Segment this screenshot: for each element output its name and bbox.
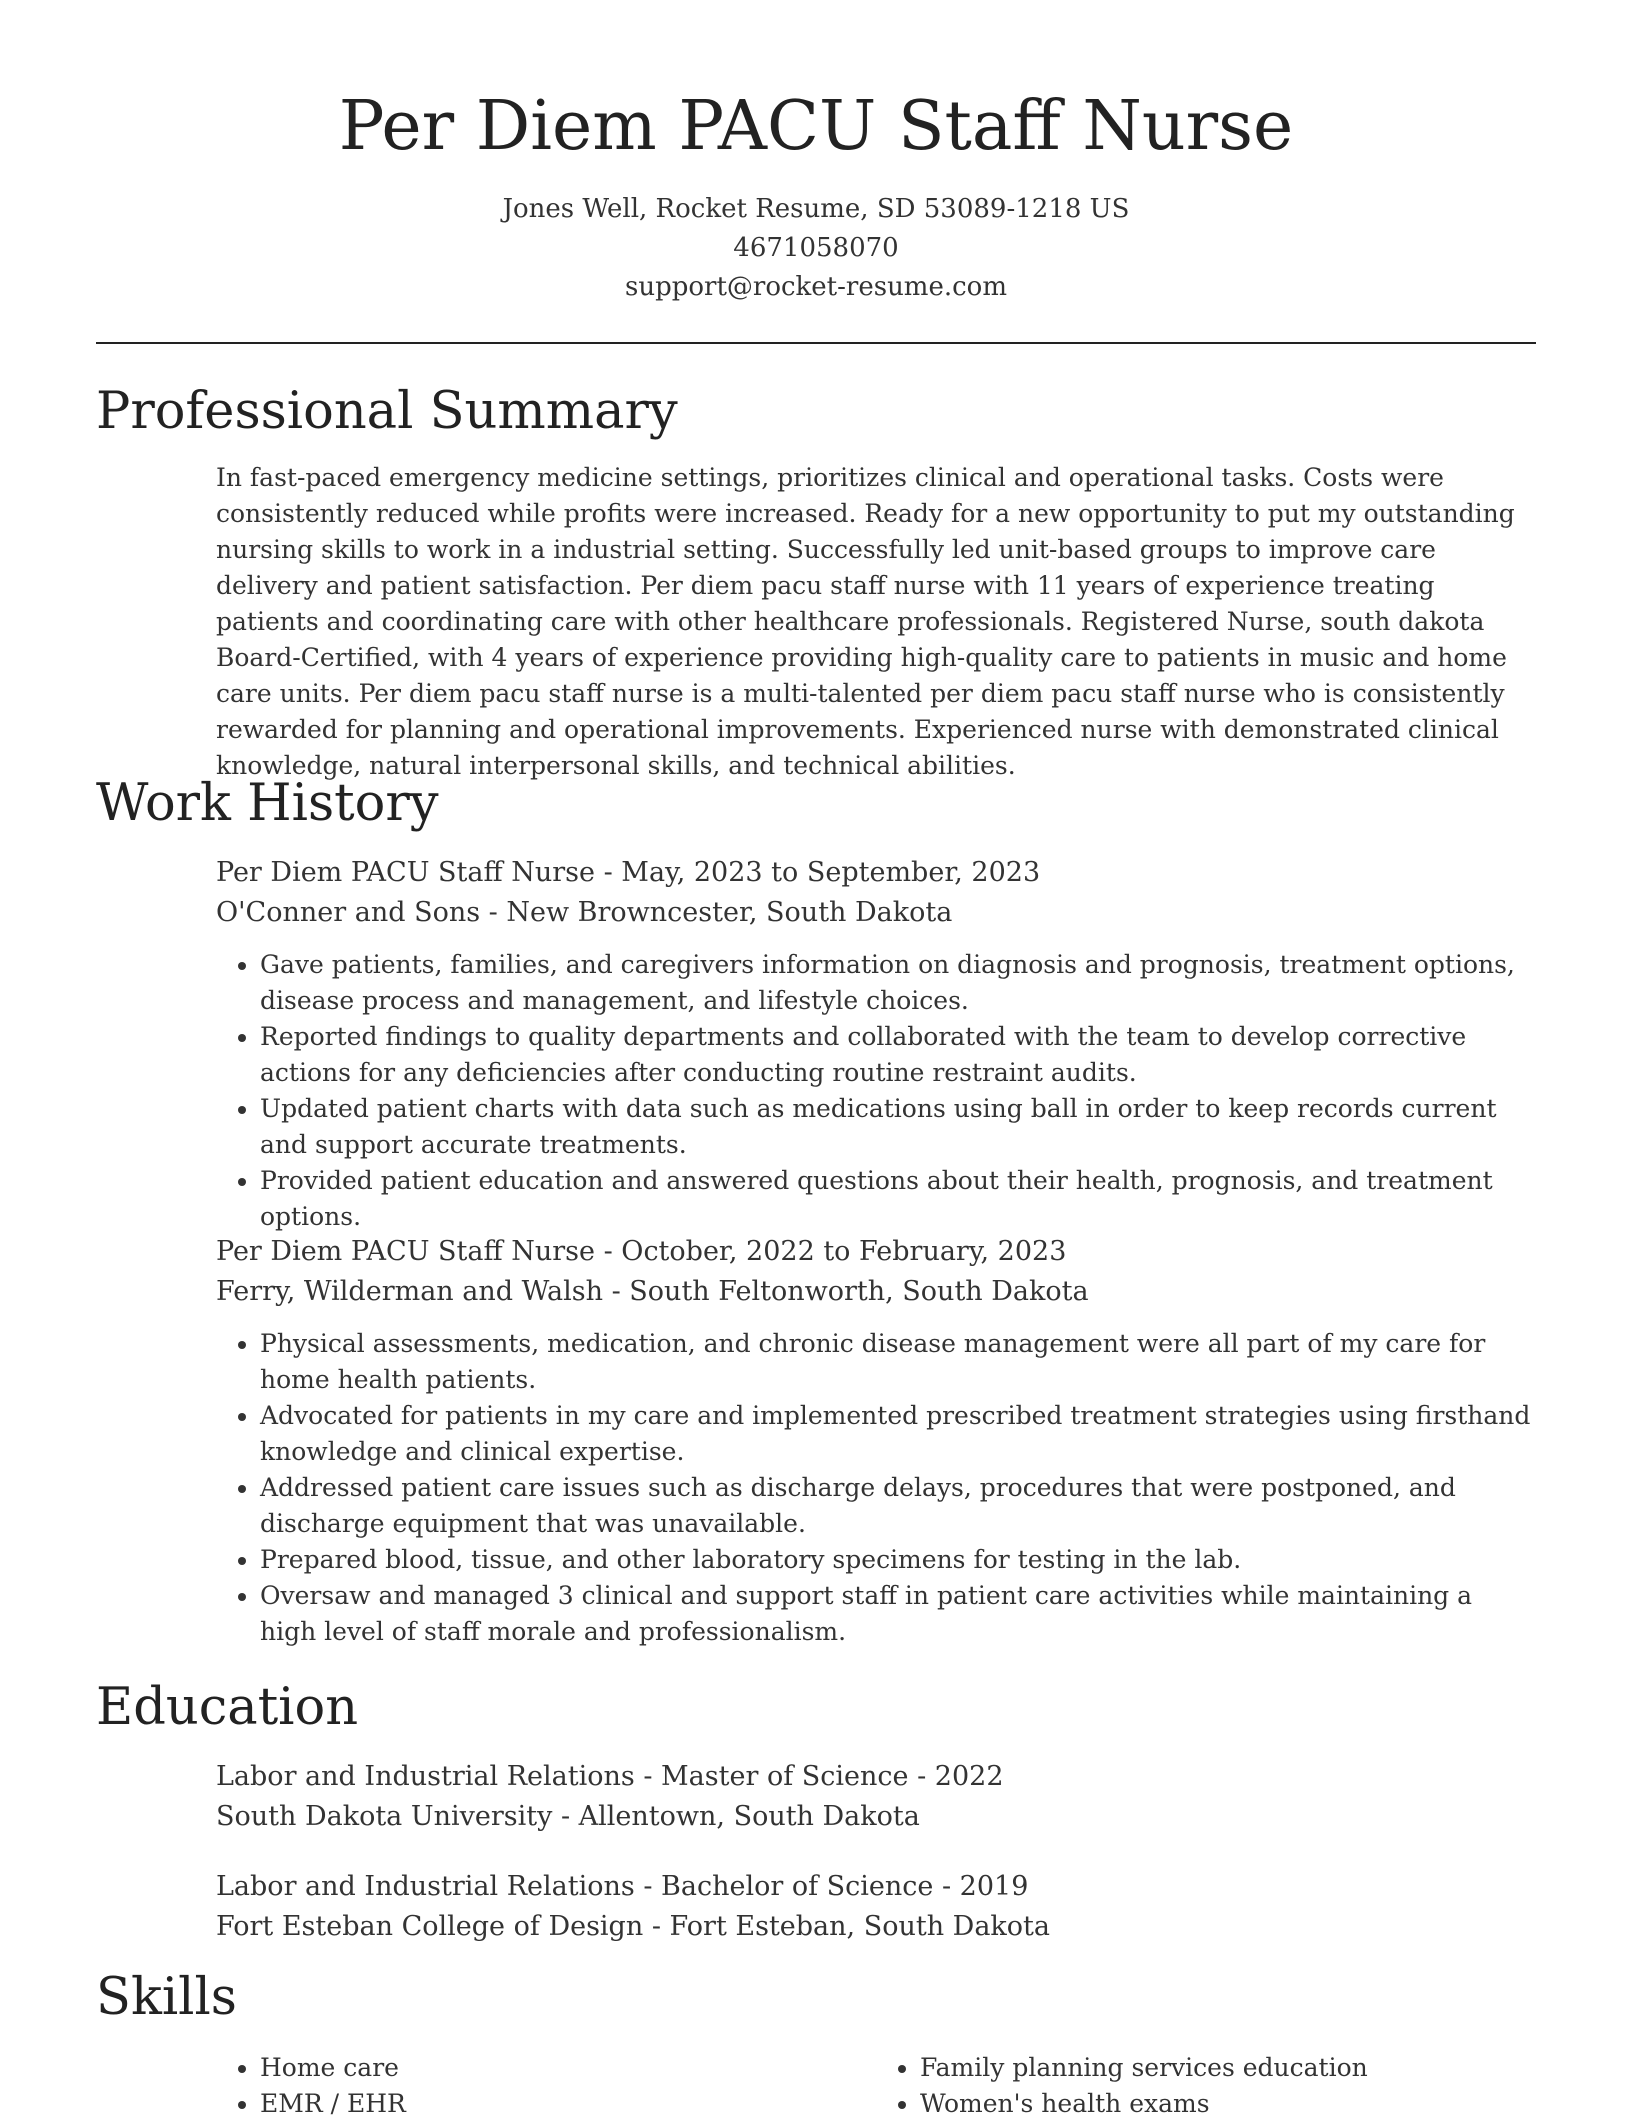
- job-bullets: [216, 947, 1536, 1235]
- skill-item: • Family planning services education: [920, 2050, 1536, 2086]
- education-location: - Fort Esteban, South Dakota: [643, 1911, 1050, 1942]
- job-bullet: • Gave patients, families, and caregivers information on diagnosis and prognosis, treatment options, disease process and management, and lifestyle choices.: [260, 947, 1536, 1019]
- education-degree-line: [216, 1757, 1536, 1797]
- skill-item: • Home care: [260, 2050, 876, 2086]
- education-school: Fort Esteban College of Design: [216, 1911, 644, 1942]
- job-company: Ferry, Wilderman and Walsh: [216, 1276, 604, 1307]
- job-location: - South Feltonworth, South Dakota: [603, 1276, 1089, 1307]
- job-dates: - October, 2022 to February, 2023: [595, 1236, 1067, 1267]
- job-location: - New Browncester, South Dakota: [480, 897, 953, 928]
- education-year: - 2019: [933, 1871, 1029, 1902]
- education-field: Labor and Industrial Relations: [216, 1871, 635, 1902]
- contact-phone: 4671058070: [733, 233, 899, 263]
- job-bullet: • Updated patient charts with data such as medications using ball in order to keep records current and support accurate treatments.: [260, 1091, 1536, 1163]
- job-title-line: [216, 1232, 1536, 1272]
- section-heading-work-history: Work History: [96, 774, 439, 833]
- education-entry: [216, 1757, 1536, 1837]
- job-title: Per Diem PACU Staff Nurse: [216, 1236, 596, 1267]
- job-bullets: [216, 1326, 1536, 1650]
- contact-email: support@rocket-resume.com: [624, 272, 1007, 302]
- job-company-line: [216, 1272, 1536, 1312]
- education-school-line: [216, 1907, 1536, 1947]
- skill-item: • EMR / EHR: [260, 2086, 876, 2122]
- skills-section: [216, 2050, 1536, 2122]
- education-degree: - Master of Science: [634, 1761, 909, 1792]
- education-entry: [216, 1867, 1536, 1947]
- job-bullet: • Prepared blood, tissue, and other laboratory specimens for testing in the lab.: [260, 1542, 1536, 1578]
- section-heading-summary: Professional Summary: [96, 382, 678, 441]
- skills-list-left: [216, 2050, 876, 2122]
- job-bullet: • Physical assessments, medication, and chronic disease management were all part of my care for home health patients.: [260, 1326, 1536, 1398]
- education-location: - Allentown, South Dakota: [552, 1801, 920, 1832]
- section-heading-education: Education: [96, 1678, 359, 1737]
- skills-columns: [216, 2050, 1536, 2122]
- header-divider: [96, 342, 1536, 344]
- skill-item: • Women's health exams: [920, 2086, 1536, 2122]
- education-degree-line: [216, 1867, 1536, 1907]
- job-entry: [216, 1232, 1536, 1650]
- job-dates: - May, 2023 to September, 2023: [595, 857, 1041, 888]
- education-field: Labor and Industrial Relations: [216, 1761, 635, 1792]
- job-title-line: [216, 853, 1536, 893]
- education-degree: - Bachelor of Science: [634, 1871, 934, 1902]
- education-school-line: [216, 1797, 1536, 1837]
- section-heading-skills: Skills: [96, 1968, 237, 2027]
- education-school: South Dakota University: [216, 1801, 553, 1832]
- job-bullet: • Oversaw and managed 3 clinical and support staff in patient care activities while maintaining a high level of staff morale and professionalism.: [260, 1578, 1536, 1650]
- summary-text: In fast-paced emergency medicine settings, prioritizes clinical and operational tasks. Costs were consistently reduced while profits were increased. Ready for a new opportunity to put my outstanding nursing skills to work in a industrial setting. Successfully led unit-based groups to improve care delivery and patient satisfaction. Per diem pacu staff nurse with 11 years of experience treating patients and coordinating care with other healthcare professionals. Registered Nurse, south dakota Board-Certified, with 4 years of experience providing high-quality care to patients in music and home care units. Per diem pacu staff nurse is a multi-talented per diem pacu staff nurse who is consistently rewarded for planning and operational improvements. Experienced nurse with demonstrated clinical knowledge, natural interpersonal skills, and technical abilities.: [216, 463, 1515, 780]
- job-bullet: • Advocated for patients in my care and implemented prescribed treatment strategies using firsthand knowledge and clinical expertise.: [260, 1398, 1536, 1470]
- job-entry: [216, 853, 1536, 1235]
- education-year: - 2022: [908, 1761, 1004, 1792]
- job-company-line: [216, 893, 1536, 933]
- resume-title: Per Diem PACU Staff Nurse: [338, 87, 1294, 166]
- job-bullet: • Provided patient education and answered questions about their health, prognosis, and treatment options.: [260, 1163, 1536, 1235]
- summary-section: [216, 460, 1536, 784]
- skills-list-right: [876, 2050, 1536, 2122]
- job-title: Per Diem PACU Staff Nurse: [216, 857, 596, 888]
- job-company: O'Conner and Sons: [216, 897, 481, 928]
- job-bullet: • Reported findings to quality departments and collaborated with the team to develop corrective actions for any deficiencies after conducting routine restraint audits.: [260, 1019, 1536, 1091]
- contact-block: [96, 190, 1536, 307]
- contact-address: Jones Well, Rocket Resume, SD 53089-1218 US: [502, 194, 1130, 224]
- job-bullet: • Addressed patient care issues such as discharge delays, procedures that were postponed, and discharge equipment that was unavailable.: [260, 1470, 1536, 1542]
